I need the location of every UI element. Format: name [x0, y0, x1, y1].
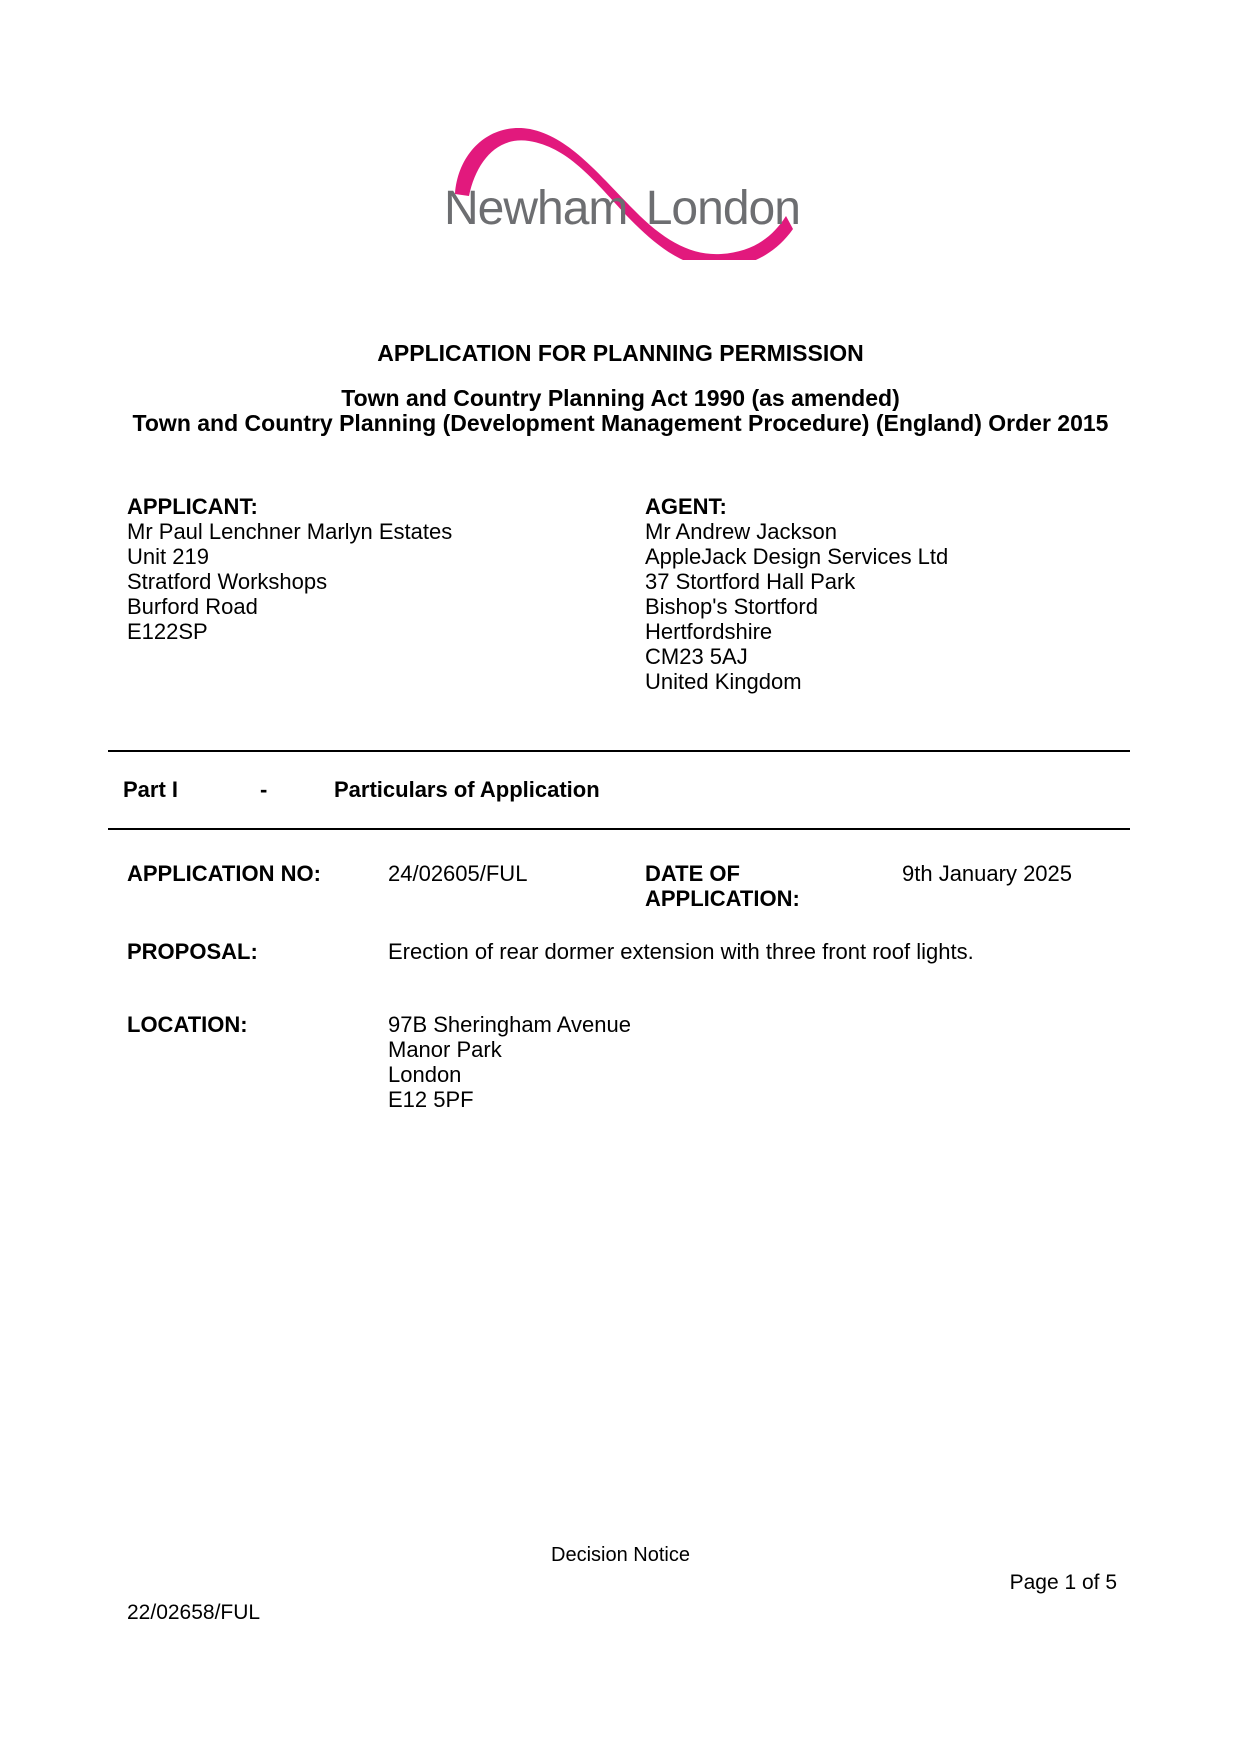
location-line: E12 5PF	[388, 1087, 474, 1112]
agent-line: Hertfordshire	[645, 619, 773, 644]
application-no-label: APPLICATION NO:	[127, 861, 321, 886]
applicant-line: Mr Paul Lenchner Marlyn Estates	[127, 519, 453, 544]
footer-page-number: Page 1 of 5	[1009, 1571, 1117, 1594]
applicant-line: Burford Road	[127, 594, 258, 619]
location-value	[388, 1012, 631, 1112]
agent-line: Bishop's Stortford	[645, 594, 818, 619]
location-line: Manor Park	[388, 1037, 502, 1062]
application-no-value: 24/02605/FUL	[388, 861, 528, 886]
agent-label: AGENT:	[645, 494, 727, 519]
agent-block	[645, 494, 948, 694]
agent-line: Mr Andrew Jackson	[645, 519, 837, 544]
order-line: Town and Country Planning (Development Management Procedure) (England) Order 2015	[132, 410, 1109, 436]
applicant-label: APPLICANT:	[127, 494, 258, 519]
part-name: Part I	[123, 777, 179, 802]
proposal-label: PROPOSAL:	[127, 939, 258, 964]
applicant-block	[127, 494, 452, 644]
agent-line: AppleJack Design Services Ltd	[645, 544, 949, 569]
divider-bottom	[108, 828, 1130, 830]
date-of-application-label: DATE OF APPLICATION:	[645, 861, 800, 911]
location-line: London	[388, 1062, 462, 1087]
applicant-line: E122SP	[127, 619, 208, 644]
agent-line: United Kingdom	[645, 669, 802, 694]
divider-top	[108, 750, 1130, 752]
proposal-value: Erection of rear dormer extension with three front roof lights.	[388, 939, 974, 964]
agent-line: 37 Stortford Hall Park	[645, 569, 856, 594]
part-separator: -	[260, 777, 268, 802]
applicant-line: Stratford Workshops	[127, 569, 328, 594]
page-title: APPLICATION FOR PLANNING PERMISSION	[377, 340, 864, 366]
footer-doc-type: Decision Notice	[551, 1544, 690, 1566]
logo-text: Newham London	[444, 182, 800, 235]
newham-london-logo	[440, 110, 800, 260]
newham-logo-graphic	[440, 110, 800, 260]
footer-reference: 22/02658/FUL	[127, 1601, 261, 1624]
date-of-application-value: 9th January 2025	[902, 861, 1073, 886]
act-line: Town and Country Planning Act 1990 (as amended)	[341, 385, 900, 411]
agent-line: CM23 5AJ	[645, 644, 748, 669]
part-title: Particulars of Application	[334, 777, 600, 802]
location-line: 97B Sheringham Avenue	[388, 1012, 631, 1037]
location-label: LOCATION:	[127, 1012, 248, 1037]
applicant-line: Unit 219	[127, 544, 209, 569]
